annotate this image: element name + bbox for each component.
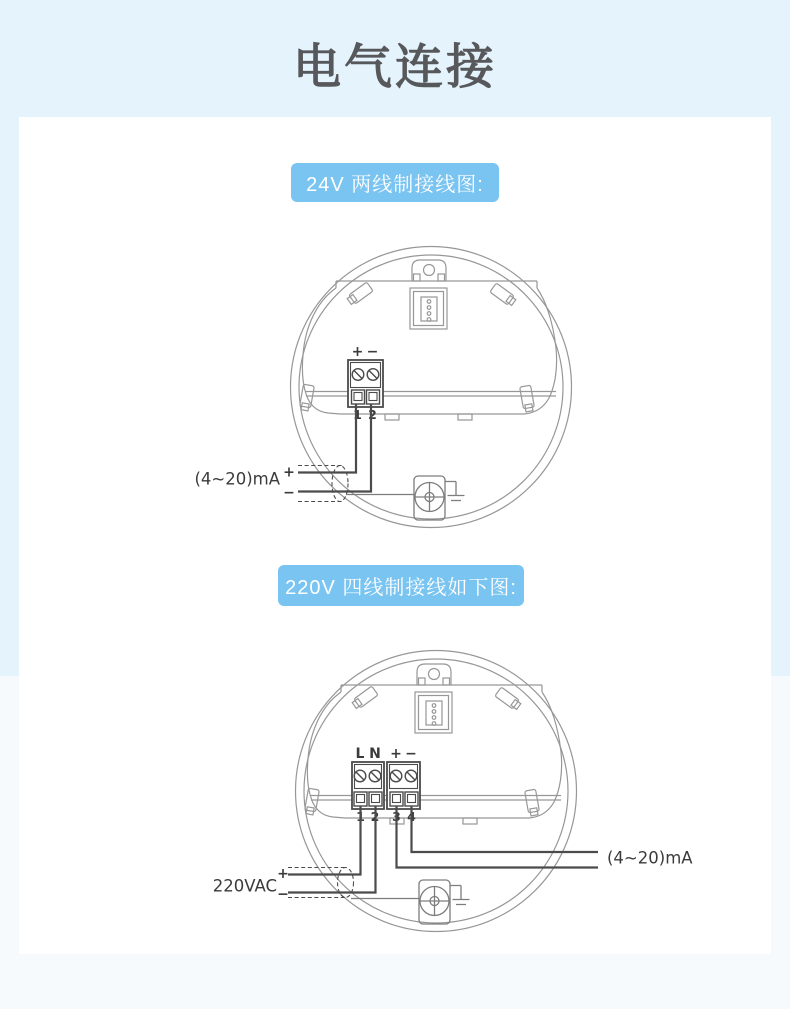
terminal-number-3: 3 [392,809,401,824]
housing-instance-24v [291,247,572,528]
power-polarity-plus: + [277,866,289,882]
terminal-number-1: 1 [356,809,365,824]
loop-polarity-plus: + [283,464,295,481]
terminal-label-N: N [369,746,381,762]
terminal-label-minus: − [405,746,417,762]
terminal-number-2: 2 [368,407,377,422]
loop-polarity-minus: − [283,485,295,501]
wiring-diagram-220v [200,645,700,955]
power-supply-label: 220VAC [212,876,277,896]
terminal-polarity-plus: + [351,344,364,360]
power-polarity-minus: − [277,886,289,903]
terminal-label-L: L [355,746,365,762]
terminal-block-power [352,762,384,809]
terminal-block-signal [387,762,420,809]
section-heading-220v: 220V 四线制接线如下图: [278,565,524,606]
terminal-number-1: 1 [353,407,362,422]
current-loop-label: (4~20)mA [194,469,280,489]
terminal-number-2: 2 [370,809,380,824]
page-title: 电气连接 [292,41,497,94]
wiring-diagram-24v [190,240,580,535]
terminal-polarity-minus: − [366,344,379,360]
terminal-block-2wire [348,360,383,407]
signal-wires [397,806,599,868]
housing-instance-220v [296,651,577,932]
terminal-number-4: 4 [407,809,416,824]
section-heading-24v: 24V 两线制接线图: [291,163,499,202]
current-loop-label: (4~20)mA [607,848,693,868]
terminal-label-plus: + [390,746,402,762]
